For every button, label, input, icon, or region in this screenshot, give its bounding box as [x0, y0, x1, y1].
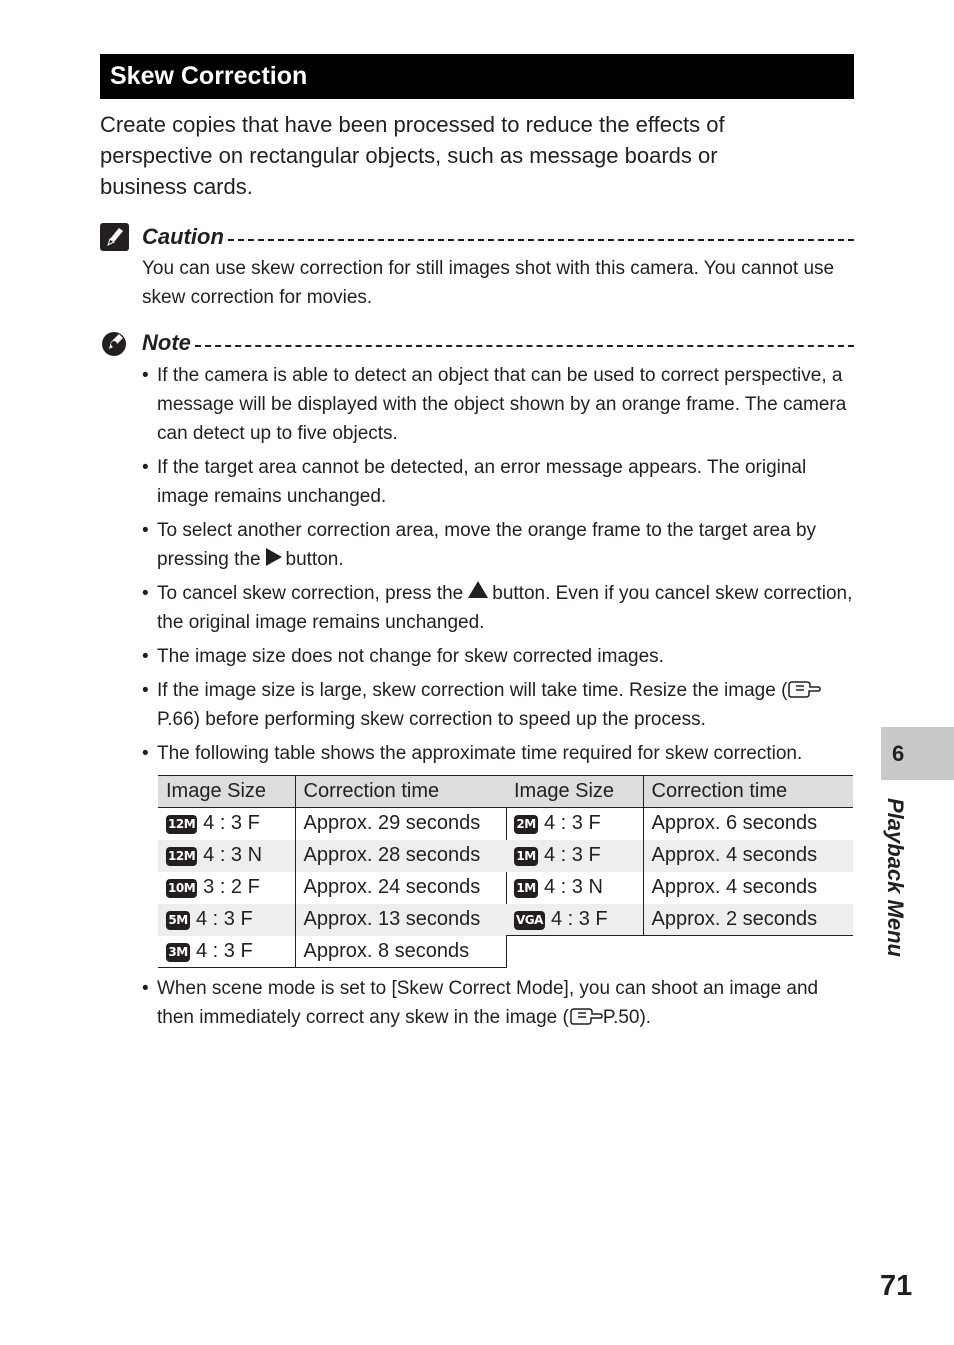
note-list	[142, 361, 854, 773]
bullet: •	[142, 365, 149, 386]
caution-heading	[100, 223, 854, 251]
caution-label: Caution	[142, 224, 224, 249]
image-size-badge: 5M	[166, 911, 190, 930]
table-row: 2M 4 : 3 F Approx. 6 seconds	[506, 808, 853, 840]
table-row: 1M 4 : 3 F Approx. 4 seconds	[506, 840, 853, 872]
correction-time-table-right	[506, 775, 853, 936]
table-row: 1M 4 : 3 N Approx. 4 seconds	[506, 872, 853, 904]
image-size-badge: 12M	[166, 847, 197, 866]
table-row: VGA 4 : 3 F Approx. 2 seconds	[506, 904, 853, 936]
table-row: 12M 4 : 3 N Approx. 28 seconds	[158, 840, 506, 872]
header-image-size: Image Size	[158, 776, 295, 808]
image-size-badge: 1M	[514, 879, 538, 898]
intro-text: Create copies that have been processed to reduce the effects of perspective on rectangular objects, such as message boards or business cards.	[100, 112, 725, 199]
list-item: • When scene mode is set to [Skew Correct Mode], you can shoot an image and then immediately correct any skew in the image ( P.50).	[142, 974, 854, 1032]
final-note	[142, 974, 854, 1032]
note-icon	[100, 329, 130, 357]
caution-divider	[228, 239, 854, 241]
header-correction-time: Correction time	[295, 776, 506, 808]
image-size-badge: VGA	[514, 911, 545, 930]
pencil-caution-icon	[100, 223, 130, 251]
list-item: • To cancel skew correction, press the button. Even if you cancel skew correction, the original image remains unchanged.	[142, 579, 854, 637]
correction-time-table-left	[158, 775, 507, 968]
page-number: 71	[880, 1270, 913, 1302]
header-correction-time: Correction time	[643, 776, 853, 808]
caution-text: You can use skew correction for still images shot with this camera. You cannot use skew correction for movies.	[142, 258, 835, 308]
note-divider	[195, 345, 854, 347]
bullet: •	[142, 646, 149, 667]
page-reference-icon	[569, 1006, 603, 1026]
image-size-badge: 1M	[514, 847, 538, 866]
bullet: •	[142, 978, 149, 999]
list-item: • To select another correction area, move the orange frame to the target area by pressing the button.	[142, 516, 854, 574]
note-label: Note	[142, 330, 191, 355]
image-size-badge: 2M	[514, 815, 538, 834]
table-row: 12M 4 : 3 F Approx. 29 seconds	[158, 808, 506, 840]
list-item: • The following table shows the approximate time required for skew correction.	[142, 739, 854, 768]
table-row: 5M 4 : 3 F Approx. 13 seconds	[158, 904, 506, 936]
image-size-badge: 12M	[166, 815, 197, 834]
right-arrow-icon	[266, 548, 282, 566]
image-size-badge: 3M	[166, 943, 190, 962]
bullet: •	[142, 520, 149, 541]
page-reference[interactable]: P.66	[157, 709, 194, 730]
list-item: • If the image size is large, skew correction will take time. Resize the image (P.66) before performing skew correction to speed up the process.	[142, 676, 854, 734]
table-row: 3M 4 : 3 F Approx. 8 seconds	[158, 936, 506, 968]
list-item: • The image size does not change for skew corrected images.	[142, 642, 854, 671]
bullet: •	[142, 680, 149, 701]
image-size-badge: 10M	[166, 879, 197, 898]
list-item: • If the camera is able to detect an object that can be used to correct perspective, a message will be displayed with the object shown by an orange frame. The camera can detect up to five objects.	[142, 361, 854, 448]
page-reference[interactable]: P.50	[602, 1007, 640, 1028]
table-row: 10M 3 : 2 F Approx. 24 seconds	[158, 872, 506, 904]
list-item: • If the target area cannot be detected, an error message appears. The original image remains unchanged.	[142, 453, 854, 511]
page-reference-icon	[787, 679, 821, 699]
bullet: •	[142, 583, 149, 604]
note-heading	[100, 329, 854, 357]
up-arrow-icon	[468, 581, 488, 598]
bullet: •	[142, 457, 149, 478]
chapter-number-tab: 6	[881, 727, 954, 780]
section-title: Skew Correction	[100, 54, 854, 99]
chapter-label: Playback Menu	[883, 798, 908, 957]
header-image-size: Image Size	[506, 776, 643, 808]
bullet: •	[142, 743, 149, 764]
